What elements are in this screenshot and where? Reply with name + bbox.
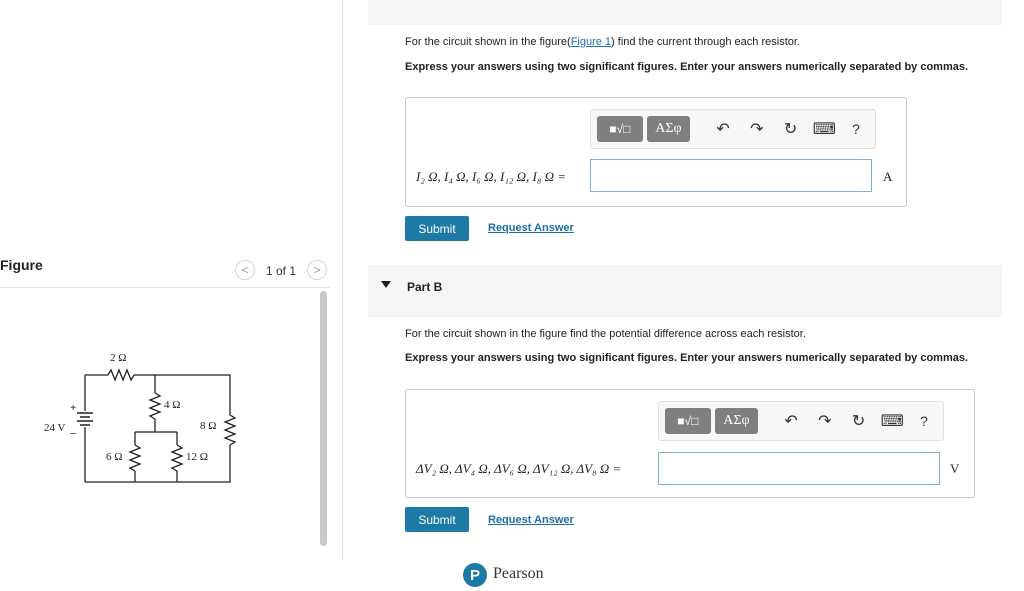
- part-a-answer-box: [405, 97, 907, 207]
- wire-top-right: [134, 375, 230, 415]
- part-b-answer-box: [405, 389, 975, 498]
- part-a-submit-button[interactable]: Submit: [405, 216, 469, 241]
- templates-button[interactable]: ■√□: [665, 408, 711, 434]
- undo-icon[interactable]: ↶: [784, 413, 798, 430]
- figure-divider: [0, 287, 330, 288]
- greek-symbols-button[interactable]: ΑΣφ: [647, 116, 691, 142]
- help-icon[interactable]: ?: [920, 413, 928, 429]
- part-b-request-answer-link[interactable]: Request Answer: [488, 514, 574, 526]
- part-b-instruction: Express your answers using two significant figures. Enter your answers numerically separated by commas.: [405, 352, 969, 364]
- label-12-ohm: 12 Ω: [186, 451, 208, 463]
- collapse-arrow-icon[interactable]: [381, 281, 391, 288]
- pearson-brand: Pearson: [493, 565, 544, 582]
- part-a-header-band: [368, 0, 1002, 25]
- figure-1-link[interactable]: Figure 1: [570, 36, 612, 48]
- figure-page-indicator: 1 of 1: [266, 264, 297, 278]
- part-b-question: For the circuit shown in the figure find the potential difference across each resistor.: [405, 328, 806, 340]
- part-a-request-answer-link[interactable]: Request Answer: [488, 222, 574, 234]
- resistor-8-ohm: [225, 415, 235, 445]
- part-b-equation-label: ΔV₂ Ω, ΔV₄ Ω, ΔV₆ Ω, ΔV₁₂ Ω, ΔV₈ Ω =: [416, 461, 622, 476]
- resistor-12-ohm: [172, 445, 182, 471]
- next-figure-button[interactable]: [307, 260, 327, 280]
- chevron-left-icon: <: [241, 263, 249, 277]
- label-battery: 24 V: [44, 422, 66, 434]
- circuit-diagram: [40, 345, 250, 490]
- figure-scrollbar[interactable]: [320, 291, 327, 546]
- figure-title: Figure: [0, 257, 43, 273]
- part-b-header-band[interactable]: [368, 265, 1002, 317]
- resistor-4-ohm: [150, 393, 160, 419]
- part-b-answer-input[interactable]: [658, 452, 940, 485]
- label-6-ohm: 6 Ω: [106, 451, 123, 463]
- label-battery-minus: −: [70, 428, 77, 440]
- part-a-question: For the circuit shown in the figure(Figure 1) find the current through each resistor.: [405, 36, 800, 48]
- resistor-6-ohm: [130, 445, 140, 471]
- label-2-ohm: 2 Ω: [110, 352, 127, 364]
- part-b-submit-button[interactable]: Submit: [405, 507, 469, 532]
- label-battery-plus: +: [70, 402, 77, 414]
- pearson-logo: P: [463, 563, 487, 587]
- label-4-ohm: 4 Ω: [164, 399, 181, 411]
- part-a-instruction: Express your answers using two significant figures. Enter your answers numerically separated by commas.: [405, 61, 969, 73]
- greek-symbols-button[interactable]: ΑΣφ: [715, 408, 759, 434]
- redo-icon[interactable]: ↷: [818, 413, 832, 430]
- battery-24v: [77, 413, 93, 425]
- keyboard-icon[interactable]: ⌨: [880, 413, 904, 430]
- reset-icon[interactable]: ↻: [783, 121, 798, 138]
- part-b-math-toolbar: [658, 401, 944, 441]
- reset-icon[interactable]: ↻: [851, 413, 866, 430]
- panel-divider: [342, 0, 343, 560]
- part-b-title[interactable]: Part B: [407, 280, 443, 294]
- keyboard-icon[interactable]: ⌨: [812, 121, 836, 138]
- part-a-equation-label: I₂ Ω, I₄ Ω, I₆ Ω, I₁₂ Ω, I₈ Ω =: [416, 169, 567, 184]
- help-icon[interactable]: ?: [852, 121, 860, 137]
- label-8-ohm: 8 Ω: [200, 420, 217, 432]
- redo-icon[interactable]: ↷: [750, 121, 764, 138]
- templates-button[interactable]: ■√□: [597, 116, 643, 142]
- part-a-unit: A: [883, 169, 893, 184]
- part-a-math-toolbar: [590, 109, 876, 149]
- resistor-2-ohm: [108, 370, 134, 380]
- part-b-unit: V: [950, 461, 960, 476]
- undo-icon[interactable]: ↶: [716, 121, 730, 138]
- previous-figure-button[interactable]: [235, 260, 255, 280]
- part-a-answer-input[interactable]: [590, 159, 872, 192]
- chevron-right-icon: >: [313, 263, 321, 277]
